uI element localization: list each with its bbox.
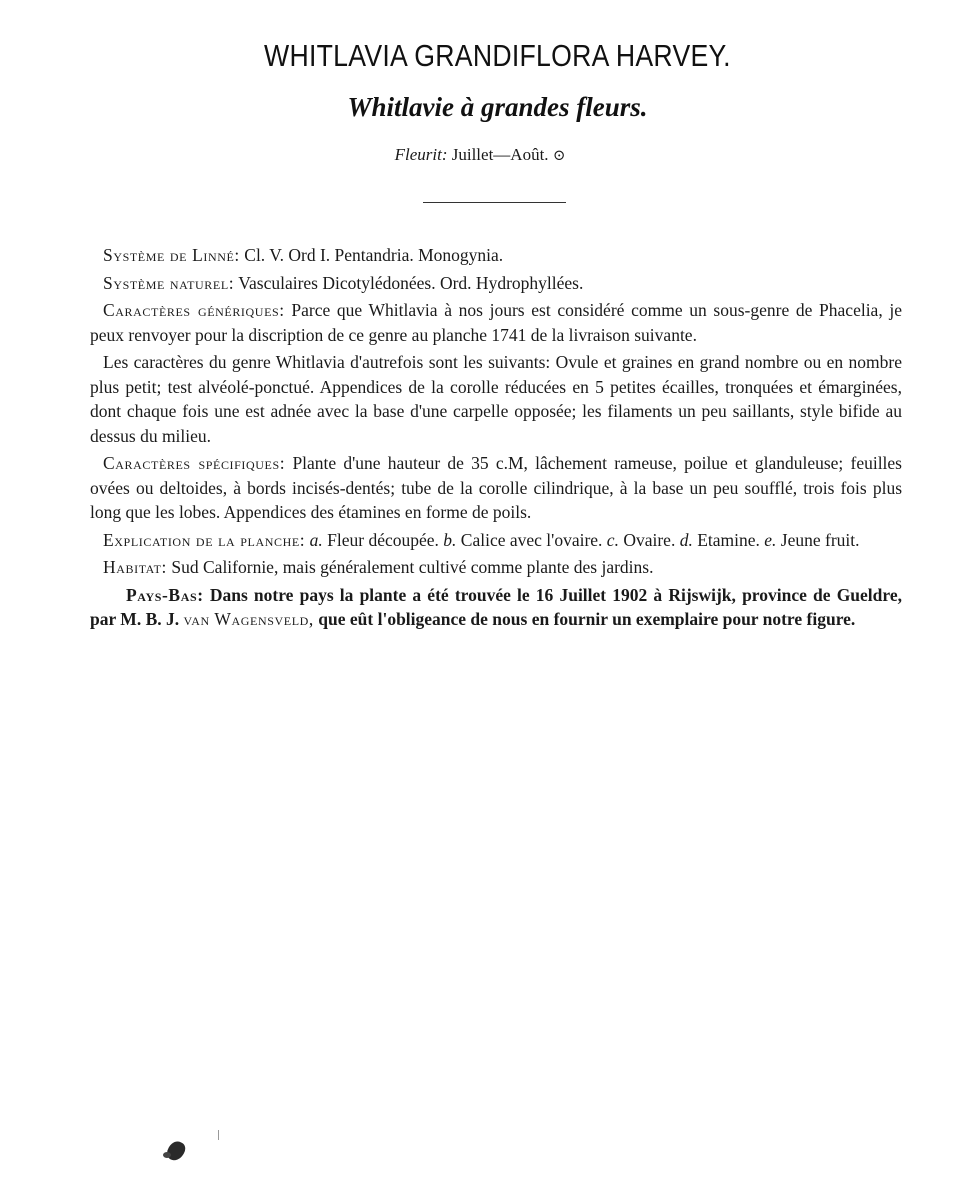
figure-key-c: c. (606, 529, 619, 550)
page-title: WHITLAVIA GRANDIFLORA HARVEY. (264, 38, 731, 73)
specifiques-label: Caractères spécifiques: (103, 453, 286, 473)
figure-text-c: Ovaire. (623, 529, 676, 550)
ink-blot-mark-small (163, 1152, 171, 1158)
pays-bas-text-before: Dans notre pays la plante a été trouvée le 16 Juillet 1902 à Rijswijk, province de Gueldre, par M. B. J. (90, 584, 902, 629)
figure-key-b: b. (443, 529, 457, 550)
flowering-line (0, 145, 960, 165)
collector-name: van Wagensveld, (183, 609, 314, 629)
habitat-label: Habitat: (103, 557, 168, 577)
paragraph-genre: Les caractères du genre Whitlavia d'autrefois sont les suivants: Ovule et graines en grand nombre ou en nombre plus petit; test alvéolé-ponctué. Appendices de la corolle réducées en 5 petites écailles, tronquées et émarginées, dont chaque fois une est adnée avec la base d'une carpelle opposée; les filaments un peu saillants, style bifide au dessus du milieu. (90, 352, 902, 446)
pays-bas-label: Pays-Bas: (126, 584, 204, 605)
habitat-text: Sud Californie, mais généralement cultivé comme plante des jardins. (171, 557, 654, 577)
figure-key-e: e. (764, 529, 777, 550)
specifiques-text: Plante d'une hauteur de 35 c.M, lâchement rameuse, poilue et glanduleuse; feuilles ovées ou deltoides, à bords incisés-dentés; tube de la corolle cilindrique, à la base un peu soufflé, trois fois plus long que les lobes. Appendices des étamines en forme de poils. (90, 453, 902, 522)
linne-label: Système de Linné: (103, 245, 240, 265)
paragraph-habitat (90, 555, 902, 580)
paragraph-linne (90, 243, 902, 268)
explication-label: Explication de la planche: (103, 529, 306, 550)
generiques-text: Parce que Whitlavia à nos jours est considéré comme un sous-genre de Phacelia, je peux renvoyer pour la discription de ce genre au planche 1741 de la livraison suivante. (90, 300, 902, 345)
figure-text-a: Fleur découpée. (327, 529, 439, 550)
paragraph-specifiques (90, 451, 902, 525)
figure-text-e: Jeune fruit. (780, 529, 860, 550)
generiques-label: Caractères génériques: (103, 300, 285, 320)
annual-symbol-icon: ⊙ (552, 148, 566, 164)
figure-key-a: a. (309, 529, 323, 550)
paragraph-generiques (90, 298, 902, 347)
paper-speck-mark (218, 1130, 219, 1140)
ink-blot-mark (164, 1138, 188, 1163)
paragraph-pays-bas (90, 583, 902, 632)
pays-bas-text-after: que eût l'obligeance de nous en fournir un exemplaire pour notre figure. (318, 609, 856, 629)
linne-text: Cl. V. Ord I. Pentandria. Monogynia. (244, 245, 504, 265)
flowering-value: Juillet—Août. (451, 145, 549, 164)
page-subtitle: Whitlavie à grandes fleurs. (347, 92, 648, 122)
divider-rule (423, 202, 566, 203)
naturel-text: Vasculaires Dicotylédonées. Ord. Hydrophyllées. (238, 272, 584, 293)
figure-text-d: Etamine. (697, 529, 760, 550)
paragraph-explication (90, 528, 902, 553)
paragraph-naturel (90, 271, 902, 296)
figure-key-d: d. (679, 529, 693, 550)
naturel-label: Système naturel: (103, 272, 235, 293)
description-body (90, 243, 902, 635)
figure-text-b: Calice avec l'ovaire. (460, 529, 603, 550)
flowering-label: Fleurit: (394, 145, 448, 164)
